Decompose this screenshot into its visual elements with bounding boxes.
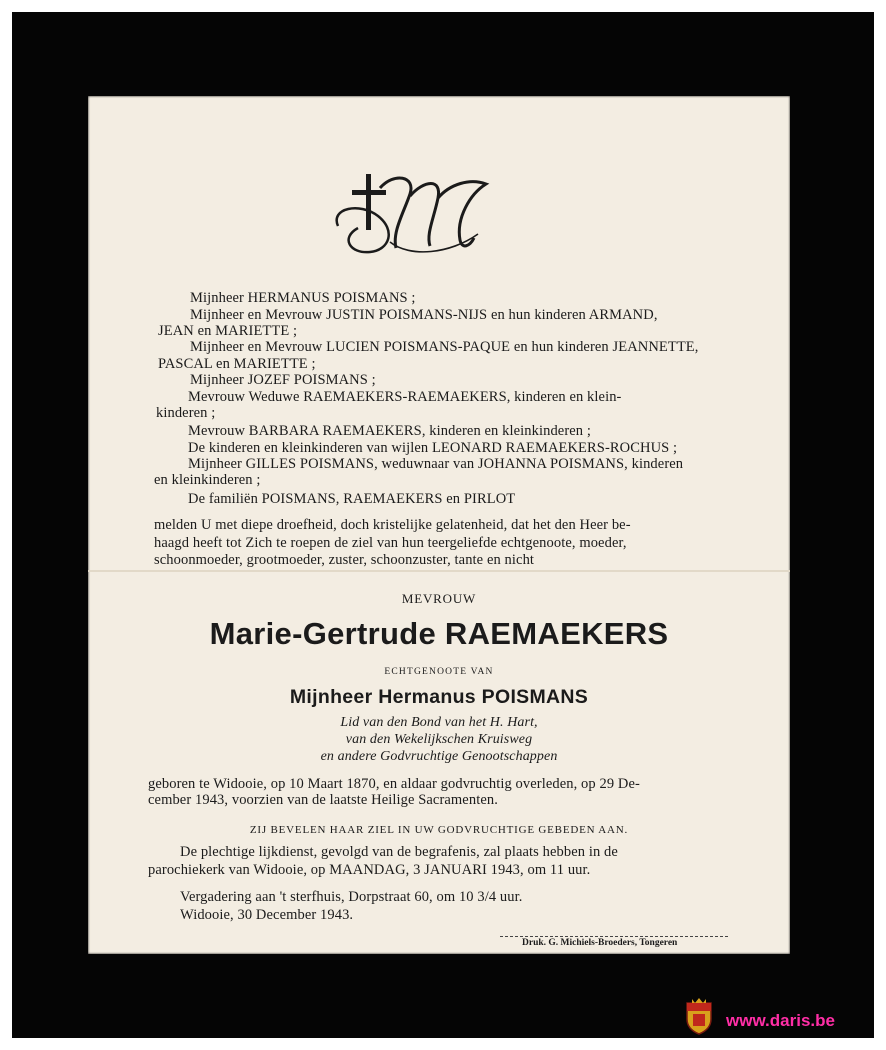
family-line: en kleinkinderen ; bbox=[154, 472, 261, 488]
spouse-prefix: ECHTGENOOTE VAN bbox=[384, 667, 494, 677]
title-prefix: MEVROUW bbox=[401, 591, 477, 606]
message-line: haagd heeft tot Zich te roepen de ziel van hun teergeliefde echtgenoote, moeder, bbox=[154, 535, 627, 551]
family-line: Mijnheer HERMANUS POISMANS ; bbox=[190, 290, 416, 306]
message-line: melden U met diepe droefheid, doch kristelijke gelatenheid, dat het den Heer be- bbox=[154, 517, 631, 533]
family-line: De kinderen en kleinkinderen van wijlen LEONARD RAEMAEKERS-ROCHUS ; bbox=[188, 440, 678, 456]
cross-monogram-icon bbox=[330, 168, 494, 264]
gathering-line: Vergadering aan 't sterfhuis, Dorpstraat 60, om 10 3/4 uur. bbox=[180, 889, 523, 905]
prayer-request: ZIJ BEVELEN HAAR ZIEL IN UW GODVRUCHTIGE GEBEDEN AAN. bbox=[249, 824, 629, 836]
life-line: cember 1943, voorzien van de laatste Heilige Sacramenten. bbox=[148, 792, 498, 808]
message-line: schoonmoeder, grootmoeder, zuster, schoonzuster, tante en nicht bbox=[154, 552, 535, 568]
family-line: Mevrouw BARBARA RAEMAEKERS, kinderen en kleinkinderen ; bbox=[188, 423, 592, 439]
place-date: Widooie, 30 December 1943. bbox=[180, 907, 354, 923]
family-line: Mijnheer JOZEF POISMANS ; bbox=[190, 372, 376, 388]
paper-fold bbox=[88, 570, 790, 572]
family-line: kinderen ; bbox=[156, 405, 216, 421]
family-line: Mijnheer en Mevrouw JUSTIN POISMANS-NIJS en hun kinderen ARMAND, bbox=[190, 307, 658, 323]
family-line: PASCAL en MARIETTE ; bbox=[158, 356, 316, 372]
printer-rule bbox=[500, 936, 728, 937]
coat-of-arms-icon bbox=[684, 997, 714, 1035]
website-watermark: www.daris.be bbox=[726, 1011, 835, 1030]
family-line: De familiën POISMANS, RAEMAEKERS en PIRLOT bbox=[188, 491, 516, 507]
spouse-name: Mijnheer Hermanus POISMANS bbox=[289, 686, 589, 708]
membership-line: van den Wekelijkschen Kruisweg bbox=[345, 732, 533, 747]
membership-line: en andere Godvruchtige Genootschappen bbox=[320, 749, 558, 764]
family-line: Mijnheer en Mevrouw LUCIEN POISMANS-PAQUE en hun kinderen JEANNETTE, bbox=[190, 339, 699, 355]
family-line: Mijnheer GILLES POISMANS, weduwnaar van JOHANNA POISMANS, kinderen bbox=[188, 456, 684, 472]
membership-line: Lid van den Bond van het H. Hart, bbox=[340, 715, 538, 730]
funeral-line: parochiekerk van Widooie, op MAANDAG, 3 JANUARI 1943, om 11 uur. bbox=[148, 862, 591, 878]
life-line: geboren te Widooie, op 10 Maart 1870, en aldaar godvruchtig overleden, op 29 De- bbox=[148, 776, 640, 792]
family-line: JEAN en MARIETTE ; bbox=[158, 323, 298, 339]
funeral-line: De plechtige lijkdienst, gevolgd van de begrafenis, zal plaats hebben in de bbox=[180, 844, 618, 860]
printer-credit: Druk. G. Michiels-Broeders, Tongeren bbox=[522, 938, 678, 948]
deceased-name: Marie-Gertrude RAEMAEKERS bbox=[209, 616, 669, 651]
family-line: Mevrouw Weduwe RAEMAEKERS-RAEMAEKERS, kinderen en klein- bbox=[188, 389, 622, 405]
